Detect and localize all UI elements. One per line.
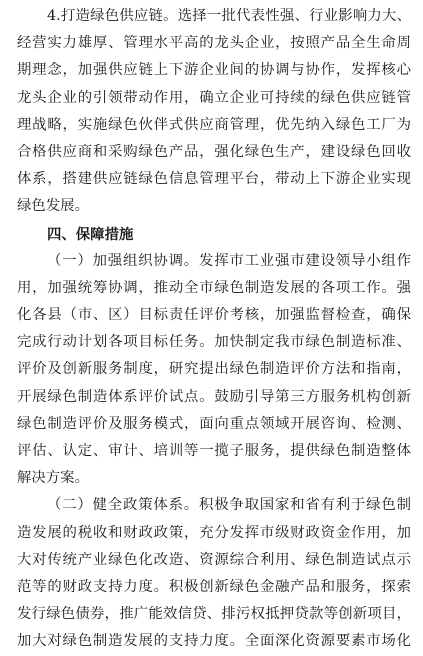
paragraph-policy	[17, 492, 411, 655]
text-line: 理战略，实施绿色伙伴式供应商管理，优先纳入绿色工厂为	[17, 116, 411, 133]
heading-text: 四、保障措施	[47, 225, 134, 243]
text-line: （二）健全政策体系。积极争取国家和省有利于绿色制	[47, 497, 411, 514]
text-line: 范等的财政支持力度。积极创新绿色金融产品和服务，探索	[17, 578, 411, 595]
document-page	[0, 3, 423, 650]
paragraph-organization	[17, 248, 411, 493]
text-line: 体系，搭建供应链绿色信息管理平台，带动上下游企业实现	[17, 171, 411, 188]
text-line: 大对传统产业绿色化改造、资源综合利用、绿色制造试点示	[17, 551, 411, 568]
text-line: 龙头企业的引领带动作用，确立企业可持续的绿色供应链管	[17, 89, 411, 106]
text-line: 开展绿色制造体系评价试点。鼓励引导第三方服务机构创新	[17, 388, 411, 405]
text-line: 4.打造绿色供应链。选择一批代表性强、行业影响力大、	[47, 8, 411, 24]
text-line: 造发展的税收和财政政策，充分发挥市级财政资金作用，加	[17, 524, 411, 541]
text-line: 绿色发展。	[17, 198, 89, 215]
text-line: 期理念，加强供应链上下游企业间的协调与协作，发挥核心	[17, 62, 411, 79]
text-line: 评估、认定、审计、培训等一揽子服务，提供绿色制造整体	[17, 443, 411, 459]
text-line: 评价及创新服务制度，研究提出绿色制造评价方法和指南，	[17, 361, 411, 378]
text-line: 绿色制造评价及服务模式，面向重点领域开展咨询、检测、	[17, 415, 411, 432]
text-line: 合格供应商和采购绿色产品，强化绿色生产，建设绿色回收	[17, 143, 411, 160]
text-line: 经营实力雄厚、管理水平高的龙头企业，按照产品全生命周	[17, 35, 411, 52]
text-line: （一）加强组织协调。发挥市工业强市建设领导小组作	[47, 252, 411, 269]
text-line: 发行绿色债券，推广能效信贷、排污权抵押贷款等创新项目，	[17, 606, 411, 623]
text-line: 化各县（市、区）目标责任评价考核，加强监督检查，确保	[17, 307, 411, 324]
section-heading	[17, 221, 411, 248]
paragraph-supply-chain	[17, 3, 411, 221]
text-line: 解决方案。	[17, 470, 89, 487]
text-line: 用，加强统筹协调，推动全市绿色制造发展的各项工作。强	[17, 279, 411, 296]
text-line: 完成行动计划各项目标任务。加快制定我市绿色制造标准、	[17, 334, 411, 351]
text-line: 加大对绿色制造发展的支持力度。全面深化资源要素市场化	[17, 633, 411, 650]
